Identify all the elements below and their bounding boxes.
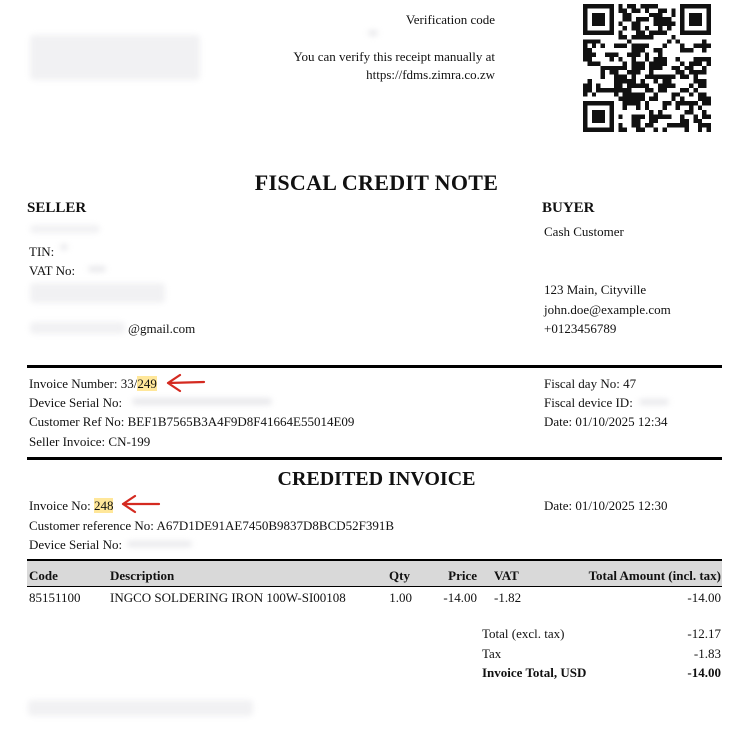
fiscal-day-label: Fiscal day No: <box>544 376 620 391</box>
seller-invoice-line <box>29 434 150 450</box>
buyer-phone: +0123456789 <box>544 321 617 336</box>
redacted-seller-email-user <box>30 322 125 334</box>
credit-note-date-value: 01/10/2025 12:34 <box>575 414 668 429</box>
row-qty: 1.00 <box>389 590 412 605</box>
seller-invoice-value: CN-199 <box>108 434 151 449</box>
qr-code <box>583 4 711 132</box>
header-description: Description <box>110 568 175 583</box>
redacted-seller-tin <box>60 244 68 250</box>
row-price: -14.00 <box>443 590 477 605</box>
redacted-fiscal-device-id <box>639 399 669 405</box>
credited-date-value: 01/10/2025 12:30 <box>575 498 668 513</box>
header-total: Total Amount (incl. tax) <box>588 568 721 583</box>
credited-invoice-heading: CREDITED INVOICE <box>277 468 476 490</box>
row-description: INGCO SOLDERING IRON 100W-SI00108 <box>110 590 346 605</box>
fiscal-day-value: 47 <box>623 376 637 391</box>
invoice-number-line <box>29 376 157 392</box>
buyer-email: john.doe@example.com <box>544 302 671 317</box>
tax-label: Tax <box>482 646 502 661</box>
total-excl-value: -12.17 <box>687 626 721 641</box>
seller-invoice-label: Seller Invoice: <box>29 434 106 449</box>
section-divider-2 <box>27 457 722 460</box>
section-divider-1 <box>27 365 722 368</box>
redacted-verification-code <box>368 30 378 36</box>
redacted-seller-vat <box>88 266 106 272</box>
tax-value: -1.83 <box>693 646 721 661</box>
row-vat: -1.82 <box>494 590 522 605</box>
buyer-heading: BUYER <box>542 200 595 216</box>
fiscal-day-line <box>544 376 636 392</box>
customer-reference-label: Customer reference No: <box>29 518 154 533</box>
seller-email-suffix: @gmail.com <box>128 321 196 336</box>
customer-reference-value: A67D1DE91AE7450B9837D8BCD52F391B <box>156 518 395 533</box>
invoice-total-value: -14.00 <box>687 665 721 680</box>
row-total: -14.00 <box>687 590 721 605</box>
customer-ref-label: Customer Ref No: <box>29 414 125 429</box>
credit-note-date-line <box>544 414 668 430</box>
seller-vat-label: VAT No: <box>29 263 76 278</box>
credited-invoice-no-line <box>29 498 113 514</box>
redacted-seller-address <box>30 283 165 303</box>
row-code: 85151100 <box>29 590 81 605</box>
header-vat: VAT <box>494 568 519 583</box>
total-excl-label: Total (excl. tax) <box>482 626 565 641</box>
credited-date-label: Date: <box>544 498 573 513</box>
fiscal-device-label: Fiscal device ID: <box>544 395 633 410</box>
credited-date-line <box>544 498 668 514</box>
credited-invoice-no-label: Invoice No: <box>29 498 91 513</box>
header-price: Price <box>448 568 477 583</box>
credit-note-date-label: Date: <box>544 414 573 429</box>
redacted-logo <box>30 35 200 80</box>
header-code: Code <box>29 568 58 583</box>
verification-label: Verification code <box>405 12 495 27</box>
header-qty: Qty <box>389 568 410 583</box>
invoice-total-label: Invoice Total, USD <box>482 665 587 680</box>
annotation-arrow-icon-2 <box>119 494 161 514</box>
credited-device-serial-label: Device Serial No: <box>29 537 123 552</box>
customer-reference-line <box>29 518 394 534</box>
seller-tin-label: TIN: <box>29 244 55 259</box>
table-header-bottom-rule <box>27 586 722 587</box>
redacted-seller-name <box>30 225 100 233</box>
verification-note-line1: You can verify this receipt manually at <box>293 49 495 64</box>
customer-ref-line <box>29 414 354 430</box>
annotation-arrow-icon <box>164 373 206 393</box>
seller-heading: SELLER <box>27 200 87 216</box>
redacted-device-serial <box>132 398 272 405</box>
verification-url: https://fdms.zimra.co.zw <box>366 67 495 82</box>
buyer-address: 123 Main, Cityville <box>544 282 647 297</box>
redacted-footer <box>28 700 253 716</box>
invoice-number-prefix: 33/ <box>120 376 138 391</box>
buyer-name: Cash Customer <box>544 224 624 239</box>
redacted-credited-device-serial <box>127 541 192 547</box>
document-title: FISCAL CREDIT NOTE <box>254 170 499 195</box>
invoice-number-highlight: 249 <box>137 376 157 391</box>
customer-ref-value: BEF1B7565B3A4F9D8F41664E55014E09 <box>127 414 355 429</box>
credited-invoice-no-value: 248 <box>93 498 114 513</box>
invoice-number-label: Invoice Number: <box>29 376 118 391</box>
device-serial-label: Device Serial No: <box>29 395 123 410</box>
